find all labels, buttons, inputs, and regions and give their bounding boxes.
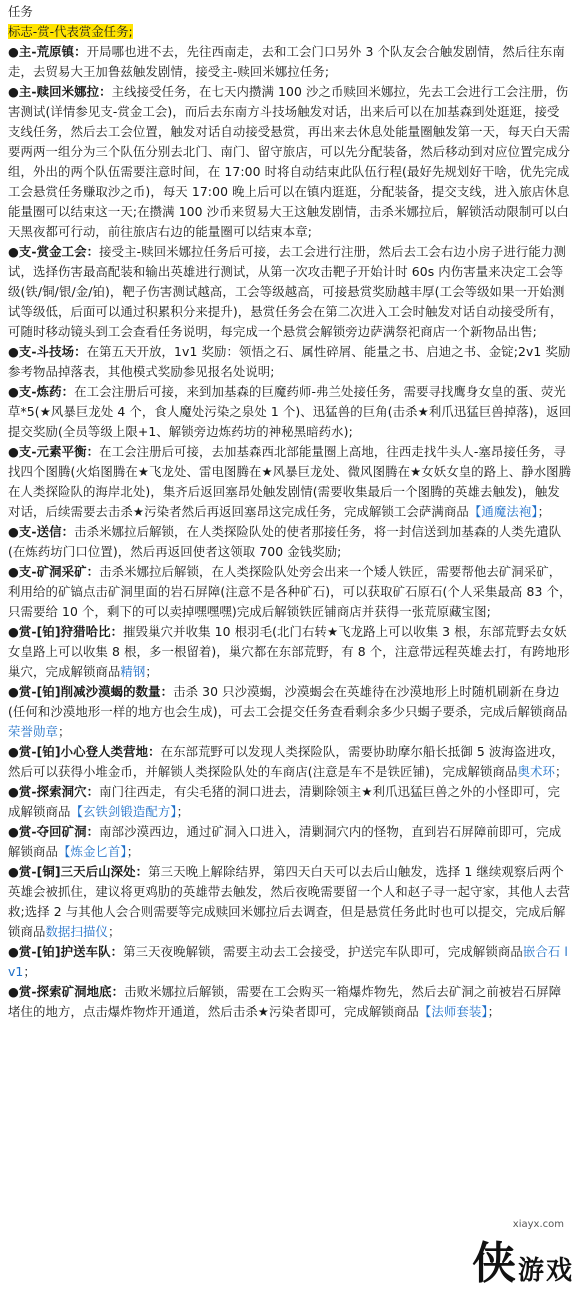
task-entry [8, 742, 572, 782]
task-entry [8, 682, 572, 742]
task-entry [8, 42, 572, 82]
task-label: ●主-荒原镇： [8, 44, 87, 59]
task-description: 在第五天开放，1v1 奖励：领悟之石、属性碎屑、能量之书、启迪之书、金锭;2v1 奖励参考物品掉落表，其他模式奖励参见报名处说明; [8, 344, 571, 379]
task-description: 接受主-赎回米娜拉任务后可接，去工会进行注册，然后去工会右边小房子进行能力测试，选择伤害最高配装和输出英雄进行测试，从第一次攻击靶子开始计时 60s 内伤害量来决定工会等级(铁/铜/银/金/铂)，靶子伤害测试越高，工会等级越高，可接悬赏奖励越丰厚(工会等级如果一开始测试等级低，后面可以通过积累积分来提升)，悬赏任务会在第二次进入工会时触发对话自动接受所有，可随时移动镜头到工会查看任务说明，每完成一个悬赏会解锁旁边萨满祭祀商店一个新物品出售; [8, 244, 566, 339]
task-description: 南门往西走，有尖毛猪的洞口进去，清剿除领主★利爪迅猛巨兽之外的小怪即可，完成解锁商品 [8, 784, 560, 819]
task-description: 在工会注册后可接，来到加基森的巨魔药师-弗兰处接任务，需要寻找鹰身女皇的蛋、荧光草*5(★风暴巨龙处 4 个，食人魔处污染之泉处 1 个)、迅猛兽的巨角(击杀★利爪迅猛巨兽掉落)，返回提交奖励(全员等级上限+1、解锁旁边炼药坊的神秘黑暗药水); [8, 384, 572, 439]
unlock-item-name: 数据扫描仪 [45, 924, 108, 939]
task-label: ●赏-[铂]小心登人类营地： [8, 744, 161, 759]
task-label: ●赏-探索矿洞地底： [8, 984, 125, 999]
task-entry [8, 82, 572, 242]
task-entry [8, 622, 572, 682]
task-label: ●赏-夺回矿洞： [8, 824, 100, 839]
unlock-item-name: 【法师套装】 [418, 1004, 488, 1019]
task-description: ； [537, 504, 551, 519]
unlock-item-name: 荣誉勋章 [8, 724, 58, 739]
task-label: ●赏-[铂]削减沙漠蝎的数量： [8, 684, 174, 699]
task-entry [8, 862, 572, 942]
task-description: 击杀米娜拉后解锁，在人类探险队处旁会出来一个矮人铁匠，需要帮他去矿洞采矿，利用给的矿镐点击矿洞里面的岩石屏障(注意不是各种矿石)，可以获取矿石原石(个人采集最高 83 个，只需要给 10 个，剩下的可以卖掉嘿嘿嘿)完成后解锁铁匠铺商店并获得一张荒原藏宝图; [8, 564, 572, 619]
task-description: 在东部荒野可以发现人类探险队，需要协助摩尔船长抵御 5 波海盗进攻，然后可以获得小堆金币，并解锁人类探险队处的车商店(注意是车不是铁匠铺)，完成解锁商品 [8, 744, 564, 779]
task-label: ●赏-[铂]护送车队： [8, 944, 124, 959]
task-label: ●支-矿洞采矿： [8, 564, 100, 579]
task-entry [8, 942, 572, 982]
task-entry [8, 782, 572, 822]
task-description: ； [487, 1004, 501, 1019]
watermark-logo [471, 1238, 574, 1289]
unlock-item-name: 精钢 [120, 664, 146, 679]
unlock-item-name: 奥术环 [517, 764, 555, 779]
task-description: 击杀 30 只沙漠蝎，沙漠蝎会在英雄待在沙漠地形上时随机刷新在身边(任何和沙漠地形一样的地方也会生成)，可去工会提交任务查看剩余多少只蝎子要杀，完成后解锁商品 [8, 684, 568, 719]
task-label: ●支-送信： [8, 524, 75, 539]
task-description: ； [57, 724, 71, 739]
task-entry [8, 822, 572, 862]
task-description: ； [107, 924, 121, 939]
task-entry [8, 522, 572, 562]
watermark-url: xiayx.com [512, 1219, 564, 1230]
task-entry [8, 562, 572, 622]
page-title: 任务 [8, 4, 33, 19]
task-description: 第三天晚上解除结界，第四天白天可以去后山触发，选择 1 继续观察后两个英雄会被抓住，建议将更鸡肋的英雄带去触发，然后夜晚需要留一个人和赵子寻一起守家，其他人去营救;选择 2 与其他人会合则需要等完成赎回米娜拉后去调查，但是悬赏任务此时也可以提交，完成后解锁商品 [8, 864, 571, 939]
task-label: ●支-元素平衡： [8, 444, 100, 459]
task-description: 击杀米娜拉后解锁，在人类探险队处的使者那接任务，将一封信送到加基森的人类先遣队(在炼药坊门口位置)，然后再返回使者这领取 700 金钱奖励; [8, 524, 562, 559]
unlock-item-name: 【玄铁剑锻造配方】 [70, 804, 177, 819]
task-description: 摧毁巢穴并收集 10 根羽毛(北门右转★飞龙路上可以收集 3 根，东部荒野去女妖女皇路上可以收集 8 根，多一根留着)，巢穴都在东部荒野，有 8 个，注意带远程英雄去打，有跨地形巢穴，完成解锁商品 [8, 624, 570, 679]
task-description: ； [554, 764, 568, 779]
task-description: 主线接受任务，在七天内攒满 100 沙之币赎回米娜拉，先去工会进行工会注册，伤害测试(详情参见支-赏金工会)，而后去东南方斗技场触发对话，出来后可以在加基森到处逛逛，接受支线任务，然后去工会位置，触发对话自动接受悬赏，再出来去休息处能量圈触发第一天，每天白天需要两两一组分为三个队伍分别去北门、南门、留守旅店，可以先分配装备，然后移动到对应位置完成分组，外出的两个队伍需要注意时间，在 17:00 时将自动结束此队伍行程(最好先规划好干啥，优先完成工会悬赏任务赚取沙之币)，每天 17:00 晚上后可以在镇内逛逛，分配装备，提交支线，进入旅店休息能量圈可以结束这一天;在攒满 100 沙币来贸易大王这触发剧情，击杀米娜拉后，解锁活动限制可以白天黑夜都可行动，前往旅店右边的能量圈可以结束本章; [8, 84, 571, 239]
unlock-item-name: 【炼金匕首】 [57, 844, 127, 859]
task-label: ●支-赏金工会： [8, 244, 100, 259]
unlock-item-name: 嵌合石 lv1 [8, 944, 568, 979]
highlighted-legend: 标志-赏-代表赏金任务; [8, 24, 133, 39]
bounty-legend-banner [8, 22, 572, 42]
task-description: 开局哪也进不去，先往西南走，去和工会门口另外 3 个队友会合触发剧情，然后往东南走，去贸易大王加鲁兹触发剧情，接受主-赎回米娜拉任务; [8, 44, 565, 79]
task-label: ●支-炼药： [8, 384, 75, 399]
task-description: ； [176, 804, 190, 819]
task-label: ●支-斗技场： [8, 344, 87, 359]
task-list [8, 42, 572, 1022]
task-entry [8, 342, 572, 382]
task-description: ； [126, 844, 140, 859]
task-entry [8, 242, 572, 342]
task-label: ●赏-[铜]三天后山深处： [8, 864, 149, 879]
task-description: 在工会注册后可接，去加基森西北部能量圈上高地，往西走找牛头人-塞昂接任务，寻找四个图腾(火焰图腾在★飞龙处、雷电图腾在★风暴巨龙处、微风图腾在★女妖女皇的路上、静水图腾在人类探险队的海岸北处)，集齐后返回塞昂处触发剧情(需要收集最后一个图腾的英雄去触发)，触发对话，后续需要去击杀★污染者然后再返回塞昂这完成任务，完成解锁工会萨满商品 [8, 444, 572, 519]
task-description: 击败米娜拉后解锁，需要在工会购买一箱爆炸物先，然后去矿洞之前被岩石屏障堵住的地方，点击爆炸物炸开通道，然后击杀★污染者即可，完成解锁商品 [8, 984, 562, 1019]
unlock-item-name: 【通魔法袍】 [468, 504, 538, 519]
task-description: ； [145, 664, 158, 679]
task-label: ●赏-[铂]狩猎哈比： [8, 624, 124, 639]
watermark-logo-word: 游戏 [517, 1256, 574, 1286]
task-description: 南部沙漠西边，通过矿洞入口进入，清剿洞穴内的怪物，直到岩石屏障前即可，完成解锁商品 [8, 824, 562, 859]
watermark-logo-glyph: 侠 [471, 1238, 516, 1289]
task-entry [8, 982, 572, 1022]
task-entry [8, 382, 572, 442]
task-label: ●赏-探索洞穴： [8, 784, 100, 799]
task-description: ； [23, 964, 36, 979]
task-entry [8, 442, 572, 522]
task-description: 第三天夜晚解锁，需要主动去工会接受，护送完车队即可，完成解锁商品 [123, 944, 523, 959]
task-label: ●主-赎回米娜拉： [8, 84, 112, 99]
